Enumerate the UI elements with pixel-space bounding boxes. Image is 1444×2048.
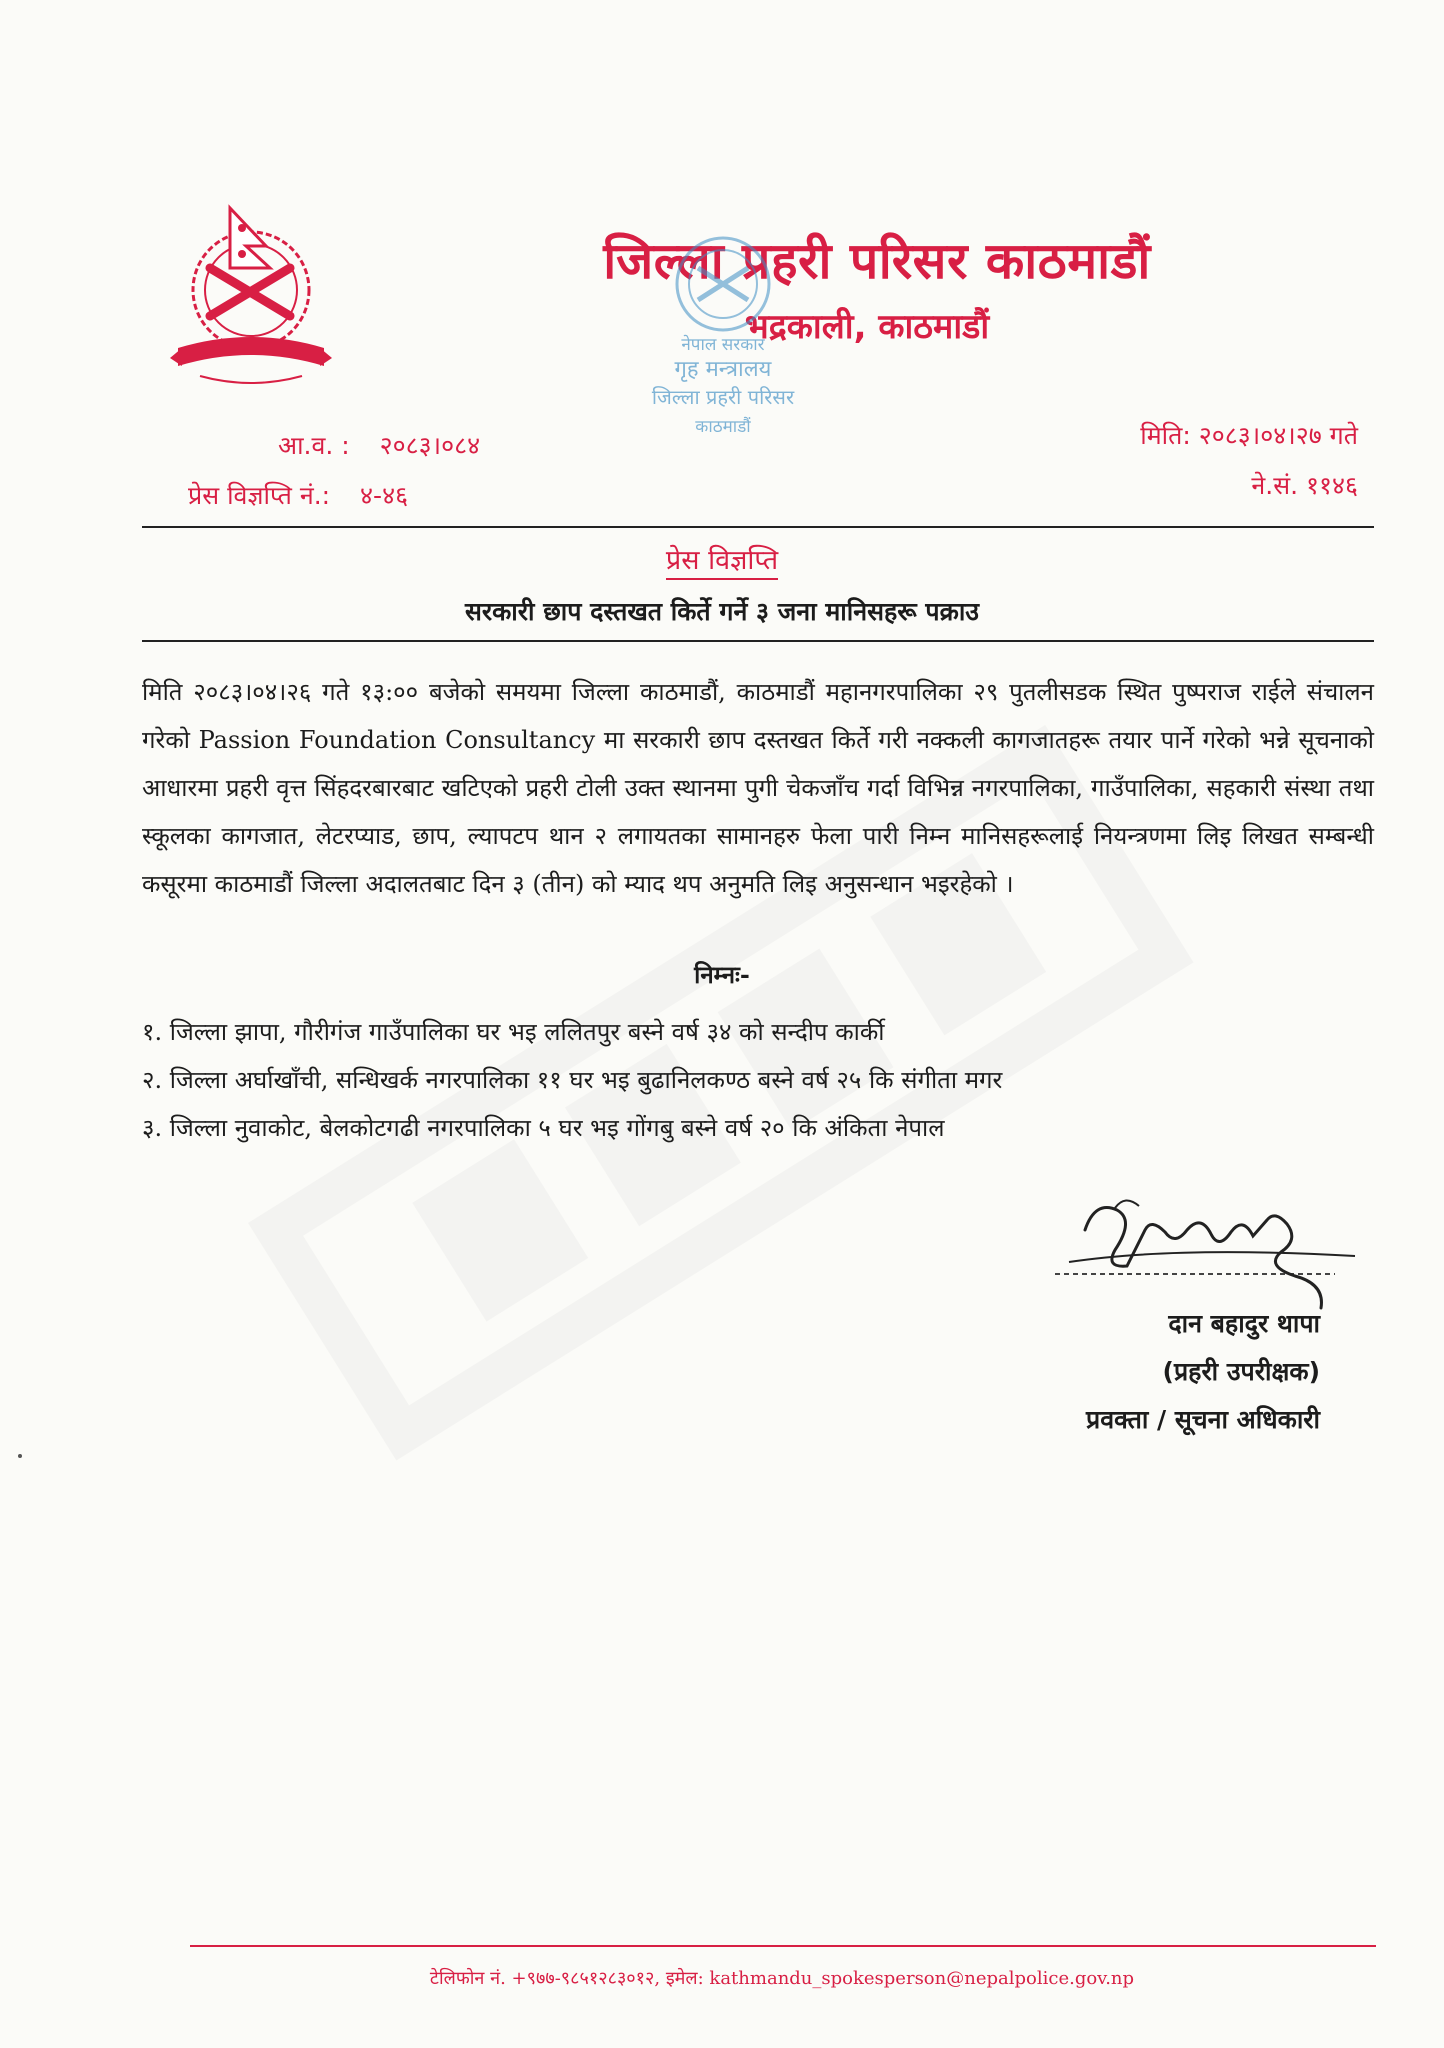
signatory-name: दान बहादुर थापा [1168,1309,1320,1338]
handwritten-signature-icon [1055,1190,1375,1320]
fiscal-year-label: आ.व. : [278,431,350,460]
list-heading: निम्नः- [694,960,750,989]
list-item: २. जिल्ला अर्घाखाँची, सन्धिखर्क नगरपालिका ११ घर भइ बुढानिलकण्ठ बस्ने वर्ष २५ कि संगीता मगर [142,1066,1003,1094]
document-heading [0,540,1444,577]
footer-divider [190,1945,1376,1947]
press-release-number [188,478,408,512]
office-seal-stamp-icon [598,198,848,450]
fiscal-year-value: २०८३।०८४ [379,431,481,460]
press-release-number-label: प्रेस विज्ञप्ति नं.: [188,481,331,510]
list-item: १. जिल्ला झापा, गौरीगंज गाउँपालिका घर भइ ललितपुर बस्ने वर्ष ३४ को सन्दीप कार्की [142,1018,885,1046]
svg-text:नेपाल सरकार: नेपाल सरकार [681,335,765,355]
svg-text:काठमाडौं: काठमाडौं [695,417,751,437]
document-heading-text: प्रेस विज्ञप्ति [666,545,778,580]
document-subject: सरकारी छाप दस्तखत किर्ते गर्ने ३ जना मानिसहरू पक्राउ [464,597,979,626]
arrested-persons-list [142,1008,1374,1152]
svg-text:जिल्ला प्रहरी परिसर: जिल्ला प्रहरी परिसर [651,385,795,409]
press-release-number-value: ४-४६ [360,481,409,510]
signatory-rank: (प्रहरी उपरीक्षक) [1162,1357,1320,1386]
scan-mark [18,1454,22,1458]
issue-date-value: २०८३।०४।२७ गते [1198,421,1358,450]
signatory-role: प्रवक्ता / सूचना अधिकारी [1086,1405,1320,1434]
issue-date-label: मिति: [1140,421,1191,450]
nepal-sambat-date: ने.सं. ११४६ [1251,471,1358,500]
office-location: भद्रकाली, काठमाडौं [744,307,990,347]
list-item: ३. जिल्ला नुवाकोट, बेलकोटगढी नगरपालिका ५ घर भइ गोंगबु बस्ने वर्ष २० कि अंकिता नेपाल [142,1114,945,1142]
header-divider [142,526,1374,528]
footer-contact: टेलिफोन नं. +९७७-९८५१२८३०१२, इमेल: kathmandu_spokesperson@nepalpolice.gov.np [429,1968,1135,1989]
subject-divider [142,640,1374,642]
svg-text:गृह मन्त्रालय: गृह मन्त्रालय [674,357,772,382]
fiscal-year [278,428,480,462]
office-name: जिल्ला प्रहरी परिसर काठमाडौं [603,232,1151,290]
body-paragraph: मिति २०८३।०४।२६ गते १३:०० बजेको समयमा जिल्ला काठमाडौं, काठमाडौं महानगरपालिका २९ पुतलीसडक स्थित पुष्पराज राईले संचालन गरेको Passion Foundation Consultancy मा सरकारी छाप दस्तखत किर्ते गरी नक्कली कागजातहरू तयार पार्ने गरेको भन्ने सूचनाको आधारमा प्रहरी वृत्त सिंहदरबारबाट खटिएको प्रहरी टोली उक्त स्थानमा पुगी चेकजाँच गर्दा विभिन्न नगरपालिका, गाउँपालिका, सहकारी संस्था तथा स्कूलका कागजात, लेटरप्याड, छाप, ल्यापटप थान २ लगायतका सामानहरु फेला पारी निम्न मानिसहरूलाई नियन्त्रणमा लिइ लिखत सम्बन्धी कसूरमा काठमाडौं जिल्ला अदालतबाट दिन ३ (तीन) को म्याद थप अनुमति लिइ अनुसन्धान भइरहेको । [142,678,1374,898]
issue-date [1140,418,1358,452]
